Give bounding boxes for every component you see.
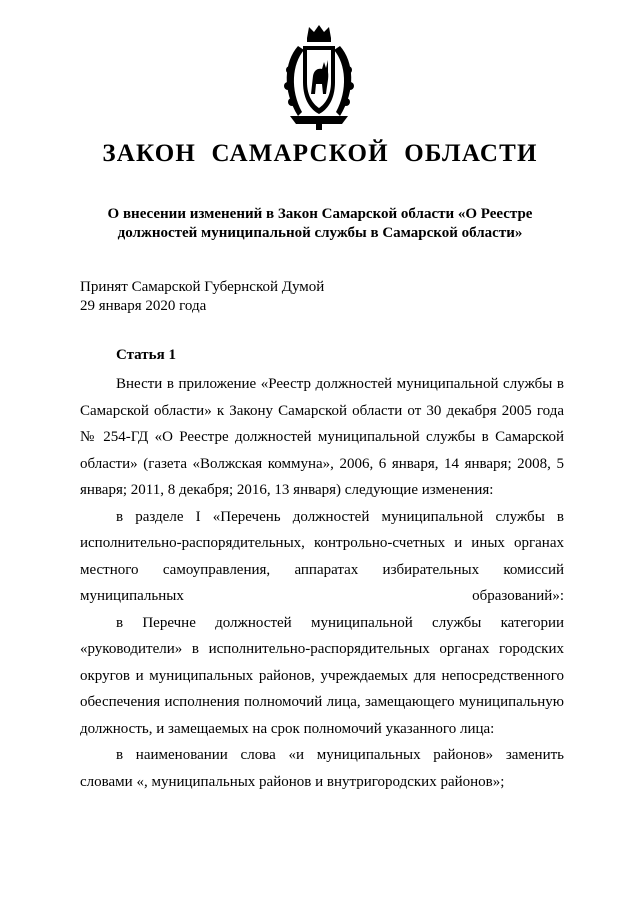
paragraph: Внести в приложение «Реестр должностей муниципальной службы в Самарской области» к Закону Самарской области от 30 декабря 2005 года № 254-ГД «О Реестре должностей муниципальной службы в Самарской области» (газета «Волжская коммуна», 2006, 6 января, 14 января; 2008, 5 января; 2011, 8 декабря; 2016, 13 января) следующие изменения:: [80, 376, 564, 498]
paragraph: в разделе I «Перечень должностей муниципальной службы в исполнительно-распорядительных, контрольно-счетных и иных органах местного самоуправления, аппаратах избирательных комиссий муниципальных образований»:: [80, 508, 564, 604]
paragraph: в Перечне должностей муниципальной службы категории «руководители» в исполнительно-распорядительных органах городских округов и муниципальных районов, учреждаемых для непосредственного обеспечения исполнения полномочий лица, замещающего муниципальную должность, и замещаемых на срок полномочий указанного лица:: [80, 614, 564, 737]
document-title: ЗАКОН САМАРСКОЙ ОБЛАСТИ: [102, 140, 538, 167]
samara-coat-of-arms-icon: [276, 24, 362, 132]
adoption-date: 29 января 2020 года: [80, 298, 207, 314]
document-subject: О внесении изменений в Закон Самарской области «О Реестре должностей муниципальной службы в Самарской области»: [107, 206, 533, 241]
adoption-info: [80, 278, 324, 316]
paragraph: в наименовании слова «и муниципальных районов» заменить словами «, муниципальных районов и внутригородских районов»;: [80, 747, 564, 790]
article-heading: Статья 1: [116, 347, 176, 363]
adopted-by-line: Принят Самарской Губернской Думой: [80, 279, 325, 295]
article-body: [80, 371, 564, 795]
